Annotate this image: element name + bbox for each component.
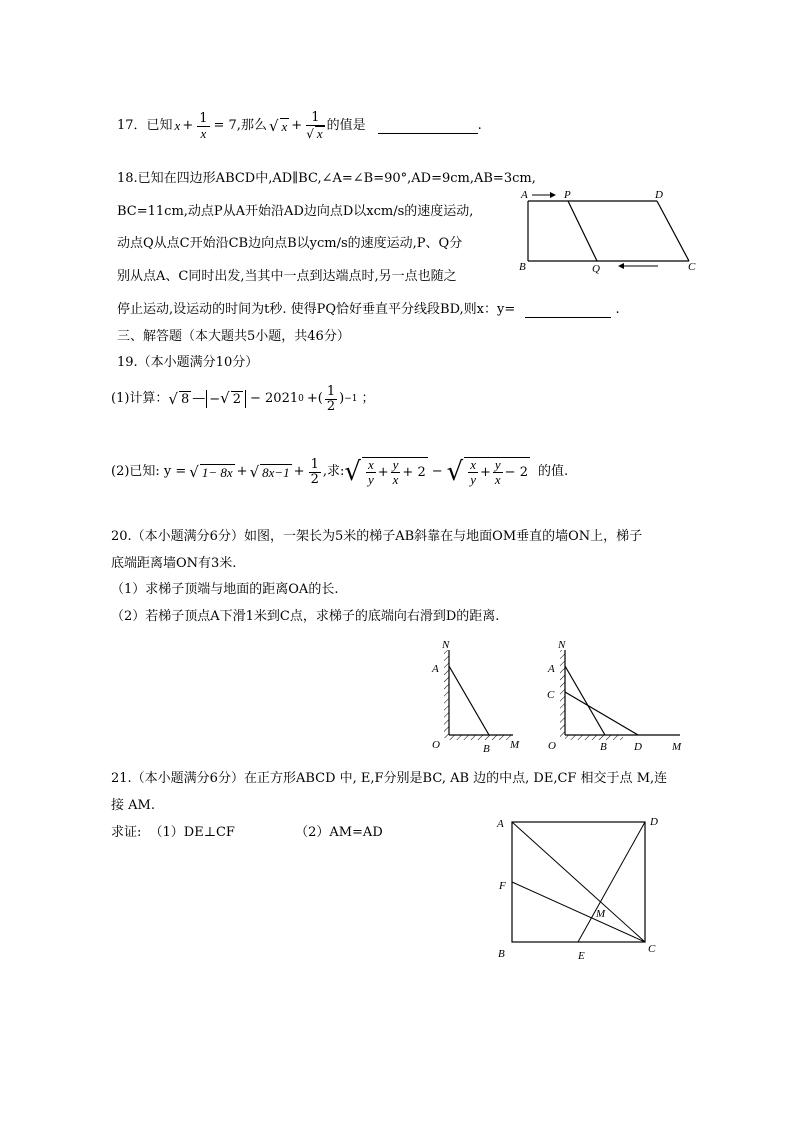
- side-dc: [657, 201, 689, 261]
- arrowhead-right-icon: [550, 192, 556, 198]
- q21-figure: [492, 812, 664, 964]
- q17-plus: +: [182, 118, 194, 133]
- q18-line1: 18.已知在四边形ABCD中,AD∥BC,∠A=∠B=90°,AD=9cm,AB=3cm,: [117, 171, 536, 186]
- q17-x: x: [174, 118, 181, 133]
- wall-hatch: [560, 650, 565, 738]
- label-a: A: [432, 663, 439, 675]
- q17-fraction2: $\frac{1}{√ x}$: [306, 109, 323, 141]
- q17: 17．已知 x + $\frac{1}{x}$ = 7,那么 √ x + $\frac{1}{√ x}$ 的值是 .: [117, 109, 482, 141]
- q20-line1: 20.（本小题满分6分）如图，一架长为5米的梯子AB斜靠在与地面OM垂直的墙ON上，梯子: [111, 529, 643, 544]
- q18-line4: 别从点A、C同时出发,当其中一点到达端点时,另一点也随之: [117, 269, 457, 284]
- q20-figure-2: [540, 636, 690, 756]
- q19-radicand2: $\frac{x}{y}$ + $\frac{y}{x}$ − 2: [464, 457, 530, 487]
- q20-sub2: （2）若梯子顶点A下滑1米到C点，求梯子的底端向右滑到D的距离.: [111, 609, 500, 624]
- label-o: O: [548, 740, 556, 752]
- q19-sqrt8: 8: [180, 391, 190, 407]
- label-c: C: [648, 943, 656, 955]
- q18-line5: 停止运动,设运动的时间为t秒. 使得PQ恰好垂直平分线段BD,则x：y= .: [117, 302, 620, 317]
- label-e: E: [578, 950, 585, 962]
- q19-part1: (1)计算： √ 8 — −√ 2 − 2021 0 +( $\frac{1}{2}$ ) −1 ；: [111, 383, 375, 414]
- ladder-ab: [449, 666, 489, 735]
- q18-answer-blank[interactable]: [525, 303, 611, 318]
- label-b: B: [600, 741, 607, 753]
- q20-figure-1: [426, 636, 536, 756]
- q17-fraction: $\frac{1}{x}$: [199, 110, 208, 141]
- segment-pq: [568, 201, 597, 261]
- arrowhead-left-icon: [618, 263, 624, 269]
- ladder-ab: [565, 666, 605, 735]
- q19-head: 19.（本小题满分10分）: [117, 355, 259, 370]
- label-n: N: [442, 639, 450, 651]
- ground-hatch: [565, 735, 623, 740]
- q18-figure: [512, 184, 702, 274]
- label-a: A: [521, 189, 528, 201]
- label-c: C: [688, 261, 696, 273]
- q17-number: 17．已知: [117, 118, 173, 133]
- segment-cf: [512, 882, 645, 942]
- q19-half: $\frac{1}{2}$: [326, 383, 336, 414]
- q17-end: .: [477, 118, 482, 133]
- label-n: N: [558, 639, 566, 651]
- label-d: D: [650, 816, 658, 828]
- label-p: P: [564, 189, 571, 201]
- label-a: A: [497, 818, 504, 830]
- label-c: C: [547, 689, 555, 701]
- q18-line2: BC=11cm,动点P从A开始沿AD边向点D以xcm/s的速度运动,: [117, 204, 474, 219]
- label-b: B: [483, 743, 490, 755]
- label-q: Q: [592, 263, 600, 274]
- segment-ac: [512, 822, 645, 942]
- q19-part2: (2)已知: y = √ 1− 8x + √ 8x−1 + $\frac{1}{2}$ ,求: √ $\frac{x}{y}$ + $\frac{y}{x}$ + 2 − √ $\frac{x}{y}$ + $\frac{y}{x}$ − 2 的值.: [111, 456, 569, 487]
- q17-equals: = 7,那么: [213, 118, 267, 133]
- label-d: D: [634, 741, 642, 753]
- q21-prove: 求证: （1）DE⊥CF （2）AM=AD: [111, 825, 383, 840]
- q17-tail: 的值是: [326, 118, 366, 133]
- label-o: O: [432, 739, 440, 751]
- label-m: M: [672, 741, 682, 753]
- q17-sqrt-x: x: [281, 118, 288, 134]
- q19-radicand1: $\frac{x}{y}$ + $\frac{y}{x}$ + 2: [362, 457, 428, 487]
- q21-line1: 21.（本小题满分6分）在正方形ABCD 中, E,F分别是BC, AB 边的中点, DE,CF 相交于点 M,连: [111, 771, 668, 786]
- label-b: B: [519, 261, 526, 273]
- label-m: M: [596, 908, 606, 920]
- label-f: F: [499, 880, 506, 892]
- section-3-title: 三、解答题（本大题共5小题，共46分）: [117, 329, 350, 344]
- q17-answer-blank[interactable]: [378, 119, 478, 134]
- ground-hatch: [449, 735, 513, 740]
- q17-plus2: +: [291, 118, 303, 133]
- q21-line2: 接 AM.: [111, 798, 155, 813]
- q20-line2: 底端距离墙ON有3米.: [111, 556, 237, 571]
- label-a: A: [548, 663, 555, 675]
- segment-de: [578, 822, 645, 942]
- q18-line3: 动点Q从点C开始沿CB边向点B以ycm/s的速度运动,P、Q分: [117, 236, 463, 251]
- wall-hatch: [444, 650, 449, 738]
- label-b: B: [498, 948, 505, 960]
- q19-abs: −√ 2: [206, 390, 246, 408]
- label-d: D: [655, 189, 663, 201]
- label-m: M: [510, 739, 520, 751]
- q20-sub1: （1）求梯子顶端与地面的距离OA的长.: [111, 582, 339, 597]
